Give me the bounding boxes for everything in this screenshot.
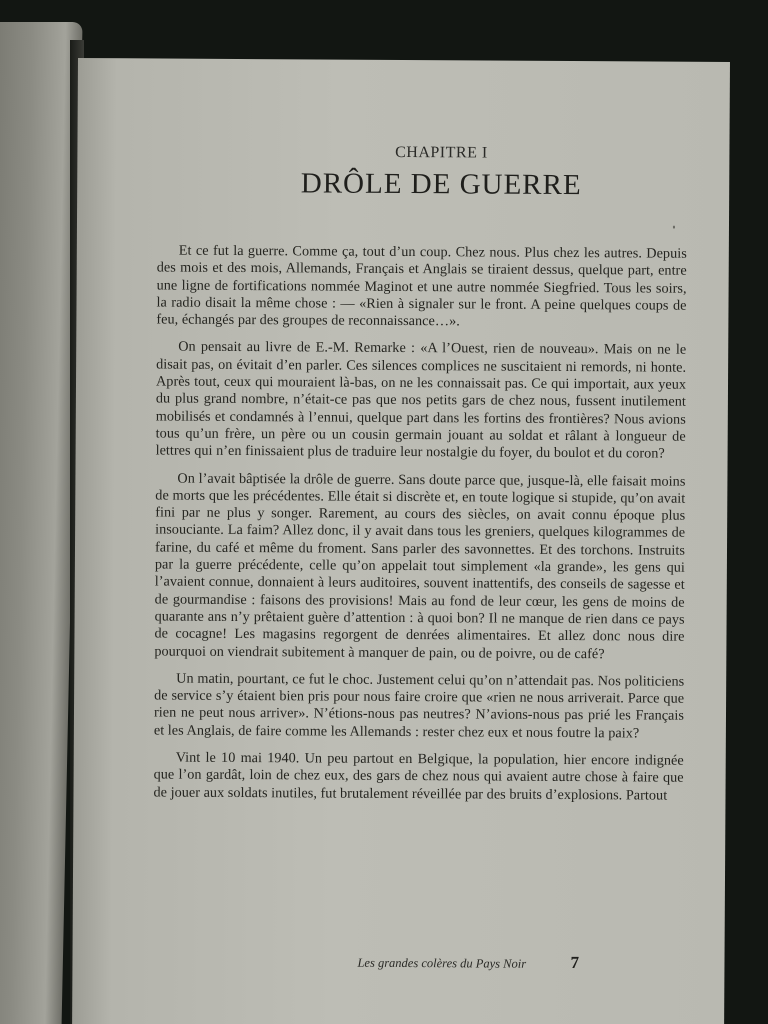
paragraph-5: Vint le 10 mai 1940. Un peu partout en Belgique, la population, hier encore indignée que l’on gardât, loin de chez eux, des gars de chez nous qui avaient autre chose à faire que de jouer aux soldats inutiles, fut brutalement réveillée par des bruits d’explosions. Partout xyxy=(153,749,684,804)
page-number: 7 xyxy=(570,953,580,973)
running-footer-title: Les grandes colères du Pays Noir xyxy=(357,955,527,971)
book-page xyxy=(72,58,730,1024)
chapter-body xyxy=(153,242,686,814)
paragraph-4: Un matin, pourtant, ce fut le choc. Justement celui qu’on n’attendait pas. Nos politiciens de service s’y étaient bien pris pour nous faire croire que «rien ne nous arriverait. Parce que rien ne peut nous arriver». N’étions-nous pas neutres? N’avions-nous pas prié les Français et les Anglais, de faire comme les Allemands : rester chez eux et nous foutre la paix? xyxy=(153,670,685,742)
chapter-label: CHAPITRE I xyxy=(395,143,488,162)
chapter-title: DRÔLE DE GUERRE xyxy=(300,167,582,202)
paragraph-3: On l’avait bâptisée la drôle de guerre. Sans doute parce que, jusque-là, elle faisait moins de morts que les précédentes. Elle était si discrète et, en toute logique si stupide, qu’on avait fini par ne plus y songer. Rarement, au cours des siècles, on avait connu époque plus insouciante. La faim? Allez donc, il y avait dans tous les greniers, quelques kilogrammes de farine, du café et même du froment. Sans parler des savonnettes. Et des torchons. Instruits par la guerre précédente, celle qu’on appelait tout simplement «la grande», les gens qui l’avaient connue, donnaient à leurs auditoires, souvent inattentifs, des conseils de sagesse et de gourmandise : faisons des provisions! Mais au fond de leur cœur, les gens de moins de quarante ans n’y prêtaient guère d’attention : à quoi bon? Il ne manque de rien dans ce pays de cocagne! Les magasins regorgent de denrées alimentaires. Et allez donc nous dire pourquoi on viendrait subitement à manquer de pain, ou de poivre, ou de café? xyxy=(154,470,686,662)
paper-speck xyxy=(673,226,675,229)
paragraph-2: On pensait au livre de E.-M. Remarke : «A l’Ouest, rien de nouveau». Mais on ne le disait pas, on évitait d’en parler. Ces silences complices ne suscitaient ni remords, ni honte. Après tout, ceux qui mouraient là-bas, on ne les connaissait pas. Ce qui importait, aux yeux du plus grand nombre, n’était-ce pas que nos petits gars de chez nous, fussent inutilement mobilisés et condamnés à l’ennui, quelque part dans les fortins des frontières? Nous avions tous qu’un frère, un père ou un cousin germain jouant au soldat et râlant à longueur de lettres qui n’en finissaient plus de traduire leur nostalgie du foyer, du boulot et du coron? xyxy=(155,339,687,462)
paragraph-1: Et ce fut la guerre. Comme ça, tout d’un coup. Chez nous. Plus chez les autres. Depuis des mois et des mois, Allemands, Français et Anglais se tiraient dessus, quelque part, entre une ligne de fortifications nommée Maginot et une autre nommée Siegfried. Tous les soirs, la radio disait la même chose : — «Rien à signaler sur le front. A peine quelques coups de feu, échangés par des groupes de reconnaissance…». xyxy=(156,242,687,330)
